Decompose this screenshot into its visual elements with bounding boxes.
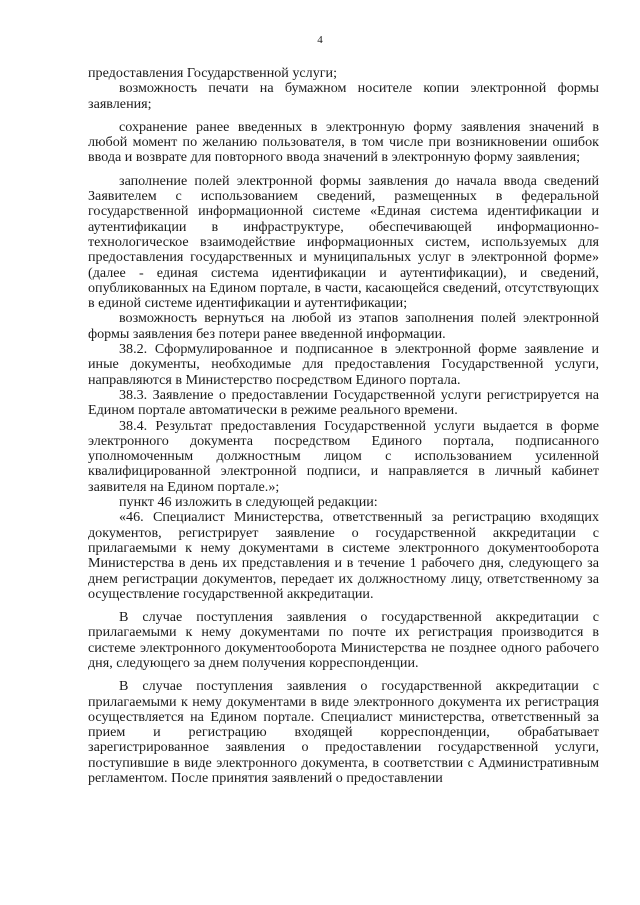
paragraph: В случае поступления заявления о государственной аккредитации с прилагаемыми к нему документами по почте их регистрация производится в системе электронного документооборота Министерства не позднее одного рабочего дня, следующего за днем получения корреспонденции.: [88, 609, 599, 671]
document-body: [88, 66, 599, 786]
paragraph: возможность печати на бумажном носителе копии электронной формы заявления;: [88, 80, 599, 112]
paragraph: пункт 46 изложить в следующей редакции:: [119, 494, 378, 511]
paragraph: сохранение ранее введенных в электронную форму заявления значений в любой момент по желанию пользователя, в том числе при возникновении ошибок ввода и возврате для повторного ввода значений в электронную форму заявления;: [88, 118, 599, 166]
paragraph: заполнение полей электронной формы заявления до начала ввода сведений Заявителем с использованием сведений, размещенных в федеральной государственной информационной системе «Единая система идентификации и аутентификации в инфраструктуре, обеспечивающей информационно-технологическое взаимодействие информационных систем, используемых для предоставления государственных и муниципальных услуг в электронной форме» (далее - единая система идентификации и аутентификации), и сведений, опубликованных на Едином портале, в части, касающейся сведений, отсутствующих в единой системе идентификации и аутентификации;: [88, 172, 599, 312]
paragraph: предоставления Государственной услуги;: [88, 65, 337, 81]
paragraph: 38.4. Результат предоставления Государственной услуги выдается в форме электронного документа посредством Единого портала, подписанного уполномоченным должностным лицом с использованием усиленной квалифицированной электронной подписи, и направляется в личный кабинет заявителя на Едином портале.»;: [88, 417, 599, 495]
paragraph: возможность вернуться на любой из этапов заполнения полей электронной формы заявления без потери ранее введенной информации.: [88, 310, 599, 342]
paragraph: В случае поступления заявления о государственной аккредитации с прилагаемыми к нему документами в виде электронного документа их регистрация осуществляется на Едином портале. Специалист министерства, ответственный за прием и регистрацию входящей корреспонденции, обрабатывает зарегистрированное заявления о предоставлении государственной услуги, поступившие в виде электронного документа, в соответствии с Административным регламентом. После принятия заявлений о предоставлении: [88, 678, 599, 787]
paragraph: «46. Специалист Министерства, ответственный за регистрацию входящих документов, регистрирует заявление о государственной аккредитации с прилагаемыми к нему документами в системе электронного документооборота Министерства в день их представления и в течение 1 рабочего дня, следующего за днем регистрации документов, передает их должностному лицу, ответственному за осуществление государственной аккредитации.: [88, 509, 599, 602]
page-number: 4: [317, 34, 323, 46]
paragraph: 38.3. Заявление о предоставлении Государственной услуги регистрируется на Едином портале автоматически в режиме реального времени.: [88, 386, 599, 419]
paragraph: 38.2. Сформулированное и подписанное в электронной форме заявление и иные документы, необходимые для предоставления Государственной услуги, направляются в Министерство посредством Единого портала.: [88, 341, 599, 388]
